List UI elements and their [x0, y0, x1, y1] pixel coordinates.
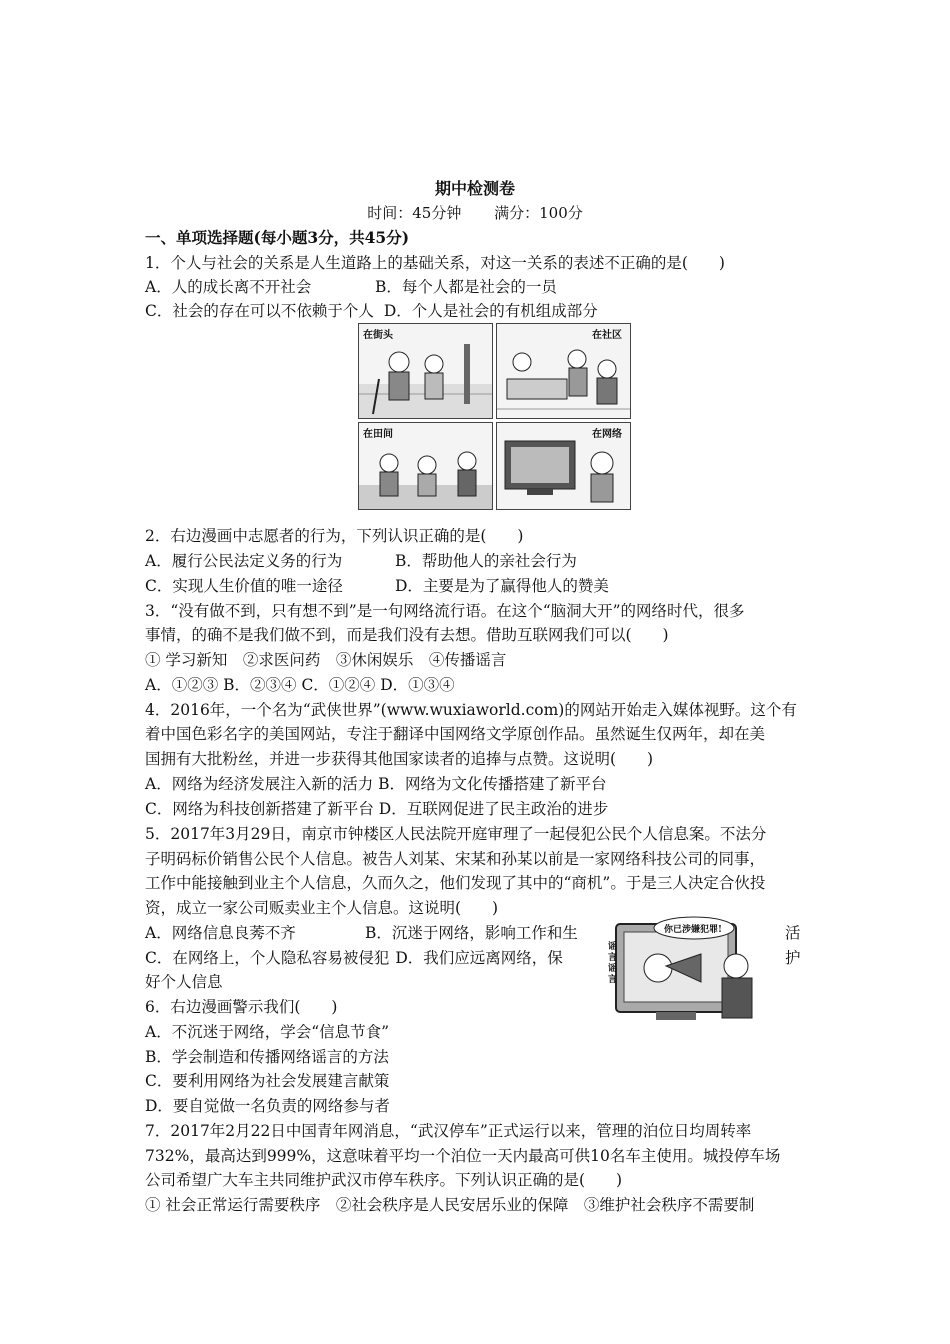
question-5-options-ab — [145, 921, 605, 945]
page-title: 期中检测卷 — [434, 179, 515, 198]
option-d: D．个人是社会的有机组成部分 — [383, 302, 598, 320]
panel-caption-street: 在街头 — [363, 330, 393, 341]
comic-speech-bubble: 你已涉嫌犯罪! — [664, 925, 722, 935]
comic-panel-community — [496, 323, 631, 419]
question-1-stem: 1．个人与社会的关系是人生道路上的基础关系，对这一关系的表述不正确的是( ) — [145, 254, 725, 272]
panel-caption-internet: 在网络 — [592, 429, 622, 440]
time-limit: 时间：45分钟 — [367, 204, 462, 222]
question-6-option-c: C．要利用网络为社会发展建言献策 — [145, 1072, 390, 1090]
question-2-options-cd — [145, 574, 815, 598]
question-7-items: ① 社会正常运行需要秩序 ②社会秩序是人民安居乐业的保障 ③维护社会秩序不需要制 — [145, 1196, 755, 1214]
question-2-options-ab — [145, 549, 815, 573]
question-3-options: A．①②③ B．②③④ C．①②④ D．①③④ — [145, 676, 455, 694]
comic-panel-internet — [496, 422, 631, 510]
question-7-line-2: 732%，最高达到999%，这意味着平均一个泊位一天内最高可供10名车主使用。城投停车场 — [145, 1147, 781, 1165]
comic-panel-field — [358, 422, 493, 510]
question-1-options-ab — [145, 275, 815, 299]
question-5-options-cd — [145, 946, 605, 970]
option-b: B．帮助他人的亲社会行为 — [395, 552, 577, 570]
rumour-sign: 谣言谣言 — [608, 942, 618, 985]
question-6-option-a: A．不沉迷于网络，学会“信息节食” — [145, 1023, 390, 1041]
exam-meta — [0, 202, 950, 223]
question-7-line-1: 7．2017年2月22日中国青年网消息，“武汉停车”正式运行以来，管理的泊位日均周转率 — [145, 1122, 752, 1140]
panel-caption-field: 在田间 — [363, 429, 393, 440]
option-b: B．每个人都是社会的一员 — [375, 278, 557, 296]
question-1-options-cd — [145, 299, 815, 323]
question-5-line-1: 5．2017年3月29日，南京市钟楼区人民法院开庭审理了一起侵犯公民个人信息案。不法分 — [145, 825, 767, 843]
option-c: C．在网络上，个人隐私容易被侵犯 — [145, 949, 390, 967]
question-4-line-1: 4．2016年，一个名为“武侠世界”(www.wuxiaworld.com)的网站开始走入媒体视野。这个有 — [145, 701, 797, 719]
question-4-options-cd: C．网络为科技创新搭建了新平台 D．互联网促进了民主政治的进步 — [145, 800, 609, 818]
question-6-stem: 6．右边漫画警示我们( ) — [145, 998, 338, 1016]
question-4-line-2: 着中国色彩名字的美国网站，专注于翻译中国网络文学原创作品。虽然诞生仅两年，却在美 — [145, 725, 766, 743]
question-5-line-4: 资，成立一家公司贩卖业主个人信息。这说明( ) — [145, 899, 499, 917]
question-3-line-2: 事情，的确不是我们做不到，而是我们没有去想。借助互联网我们可以( ) — [145, 626, 669, 644]
question-5-line-2: 子明码标价销售公民个人信息。被告人刘某、宋某和孙某以前是一家网络科技公司的同事， — [145, 850, 766, 868]
option-a: A．人的成长离不开社会 — [145, 278, 312, 296]
option-d: D．主要是为了赢得他人的赞美 — [395, 577, 609, 595]
question-7-line-3: 公司希望广大车主共同维护武汉市停车秩序。下列认识正确的是( ) — [145, 1171, 623, 1189]
option-c: C．社会的存在可以不依赖于个人 — [145, 302, 374, 320]
option-d: D．我们应远离网络，保 — [395, 949, 563, 967]
option-b-end: 活 — [785, 924, 801, 942]
question-5-line-3: 工作中能接触到业主个人信息，久而久之，他们发现了其中的“商机”。于是三人决定合伙投 — [145, 874, 766, 892]
question-3-items: ① 学习新知 ②求医问药 ③休闲娱乐 ④传播谣言 — [145, 651, 507, 669]
option-a: A．履行公民法定义务的行为 — [145, 552, 343, 570]
question-3-line-1: 3．“没有做不到，只有想不到”是一句网络流行语。在这个“脑洞大开”的网络时代，很多 — [145, 602, 745, 620]
full-score: 满分：100分 — [494, 204, 583, 222]
option-a: A．网络信息良莠不齐 — [145, 924, 296, 942]
option-d-end: 护 — [785, 949, 801, 967]
question-2-stem: 2．右边漫画中志愿者的行为，下列认识正确的是( ) — [145, 527, 524, 545]
option-b: B．沉迷于网络，影响工作和生 — [365, 924, 578, 942]
question-6-option-d: D．要自觉做一名负责的网络参与者 — [145, 1097, 390, 1115]
comic-panel-street — [358, 323, 493, 419]
panel-caption-community: 在社区 — [592, 330, 622, 341]
question-4-line-3: 国拥有大批粉丝，并进一步获得其他国家读者的追捧与点赞。这说明( ) — [145, 750, 654, 768]
section-heading: 一、单项选择题(每小题3分，共45分) — [145, 228, 410, 247]
question-4-options-ab: A．网络为经济发展注入新的活力 B．网络为文化传播搭建了新平台 — [145, 775, 607, 793]
option-c: C．实现人生价值的唯一途径 — [145, 577, 343, 595]
question-6-option-b: B．学会制造和传播网络谣言的方法 — [145, 1048, 389, 1066]
option-d-continued: 好个人信息 — [145, 973, 223, 991]
